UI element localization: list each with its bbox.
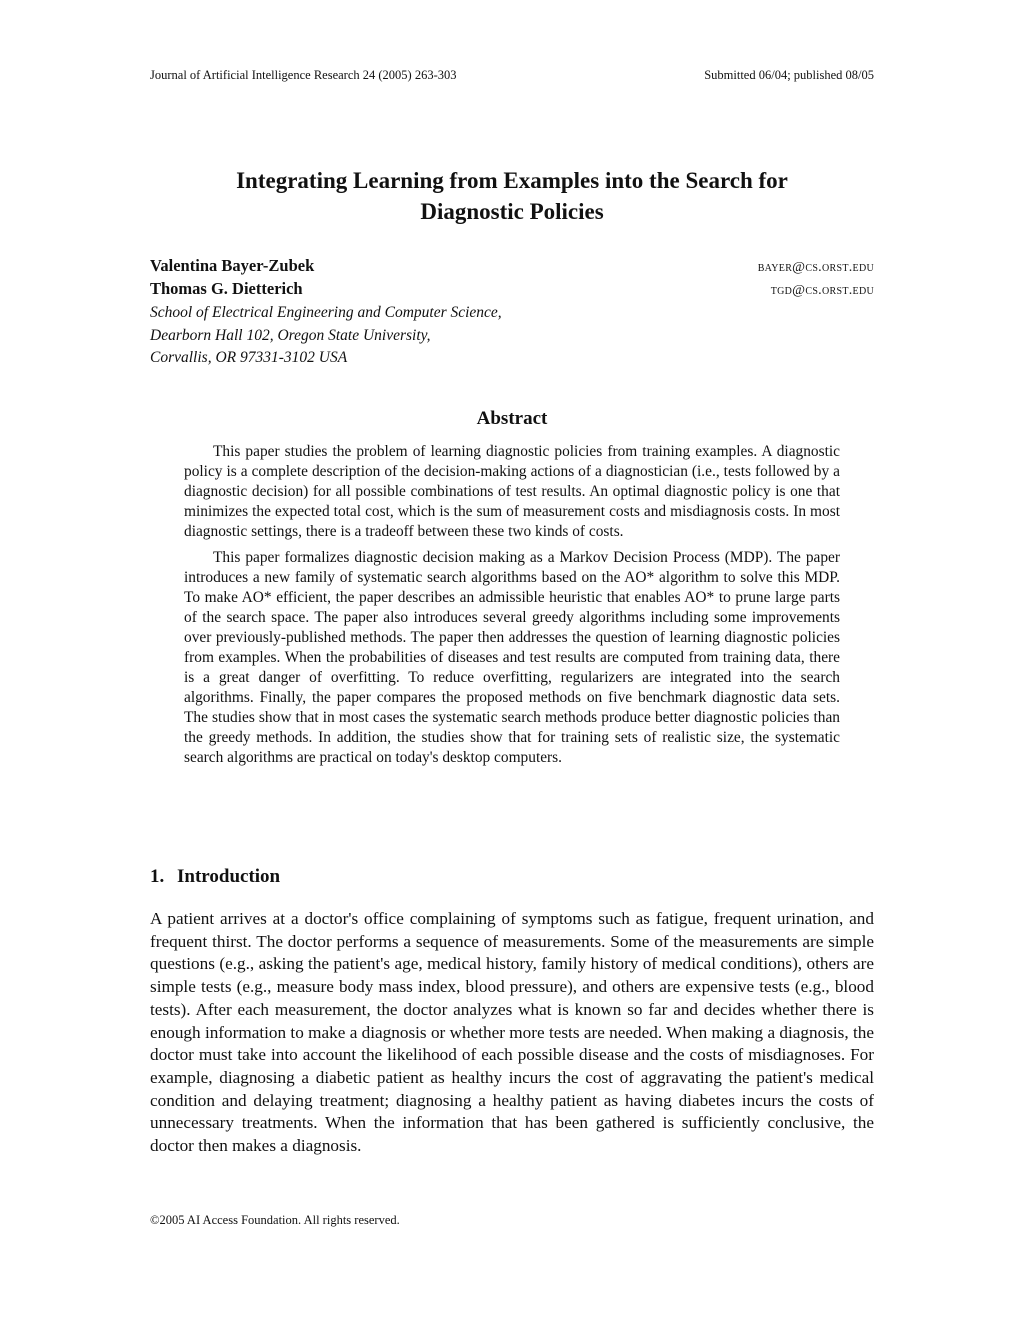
abstract-paragraph: This paper studies the problem of learning diagnostic policies from training examples. A diagnostic policy is a complete description of the decision-making actions of a diagnostician (i.e., tests followed by a diagnostic decision) for all possible combinations of test results. An optimal diagnostic policy is one that minimizes the expected total cost, which is the sum of measurement costs and misdiagnosis costs. In most diagnostic settings, there is a tradeoff between these two kinds of costs. — [184, 443, 840, 540]
section-title: Introduction — [177, 866, 281, 887]
author-row — [150, 256, 874, 279]
affiliation-line: Dearborn Hall 102, Oregon State University, — [150, 326, 431, 344]
introduction-body — [150, 908, 874, 1158]
section-number: 1. — [150, 866, 165, 887]
author-name: Valentina Bayer-Zubek — [150, 256, 315, 275]
title-line: Integrating Learning from Examples into the Search for — [236, 168, 788, 193]
paper-title — [150, 165, 874, 227]
journal-citation: Journal of Artificial Intelligence Research 24 (2005) 263-303 — [150, 68, 457, 82]
title-line: Diagnostic Policies — [420, 199, 604, 224]
section-heading — [150, 866, 280, 888]
submission-dates: Submitted 06/04; published 08/05 — [704, 68, 874, 82]
affiliation-line: School of Electrical Engineering and Computer Science, — [150, 304, 502, 321]
running-header — [150, 68, 874, 83]
body-paragraph: A patient arrives at a doctor's office complaining of symptoms such as fatigue, frequent urination, and frequent thirst. The doctor performs a sequence of measurements. Some of the measurements are simple questions (e.g., asking the patient's age, medical history, family history of medical conditions), others are simple tests (e.g., measure body mass index, blood pressure), and others are expensive tests (e.g., blood tests). After each measurement, the doctor analyzes what is known so far and decides whether there is enough information to make a diagnosis or whether more tests are needed. When making a diagnosis, the doctor must take into account the likelihood of each possible disease and the costs of misdiagnoses. For example, diagnosing a diabetic patient as healthy incurs the cost of aggravating the patient's medical condition and delaying treatment; diagnosing a healthy patient as having diabetes incurs the costs of unnecessary treatments. When the information that has been gathered is sufficiently conclusive, the doctor then makes a diagnosis. — [150, 909, 874, 1156]
abstract-paragraph: This paper formalizes diagnostic decision making as a Markov Decision Process (MDP). The paper introduces a new family of systematic search algorithms based on the AO* algorithm to solve this MDP. To make AO* efficient, the paper describes an admissible heuristic that enables AO* to prune large parts of the search space. The paper also introduces several greedy algorithms including some improvements over previously-published methods. The paper then addresses the question of learning diagnostic policies from examples. When the probabilities of diseases and test results are computed from training data, there is a great danger of overfitting. To reduce overfitting, regularizers are integrated into the search algorithms. Finally, the paper compares the proposed methods on five benchmark diagnostic data sets. The studies show that in most cases the systematic search methods produce better diagnostic policies than the greedy methods. In addition, the studies show that for training sets of realistic size, the systematic search algorithms are practical on today's desktop computers. — [184, 549, 840, 766]
author-email[interactable]: bayer@cs.orst.edu — [757, 260, 874, 275]
affiliation-line: Corvallis, OR 97331-3102 USA — [150, 349, 348, 366]
copyright-footer: ©2005 AI Access Foundation. All rights reserved. — [150, 1213, 400, 1227]
author-name: Thomas G. Dietterich — [150, 279, 303, 298]
abstract-body — [184, 442, 840, 774]
abstract-heading: Abstract — [476, 408, 548, 429]
author-email[interactable]: tgd@cs.orst.edu — [770, 283, 874, 298]
author-row — [150, 279, 874, 302]
author-block — [150, 256, 874, 370]
